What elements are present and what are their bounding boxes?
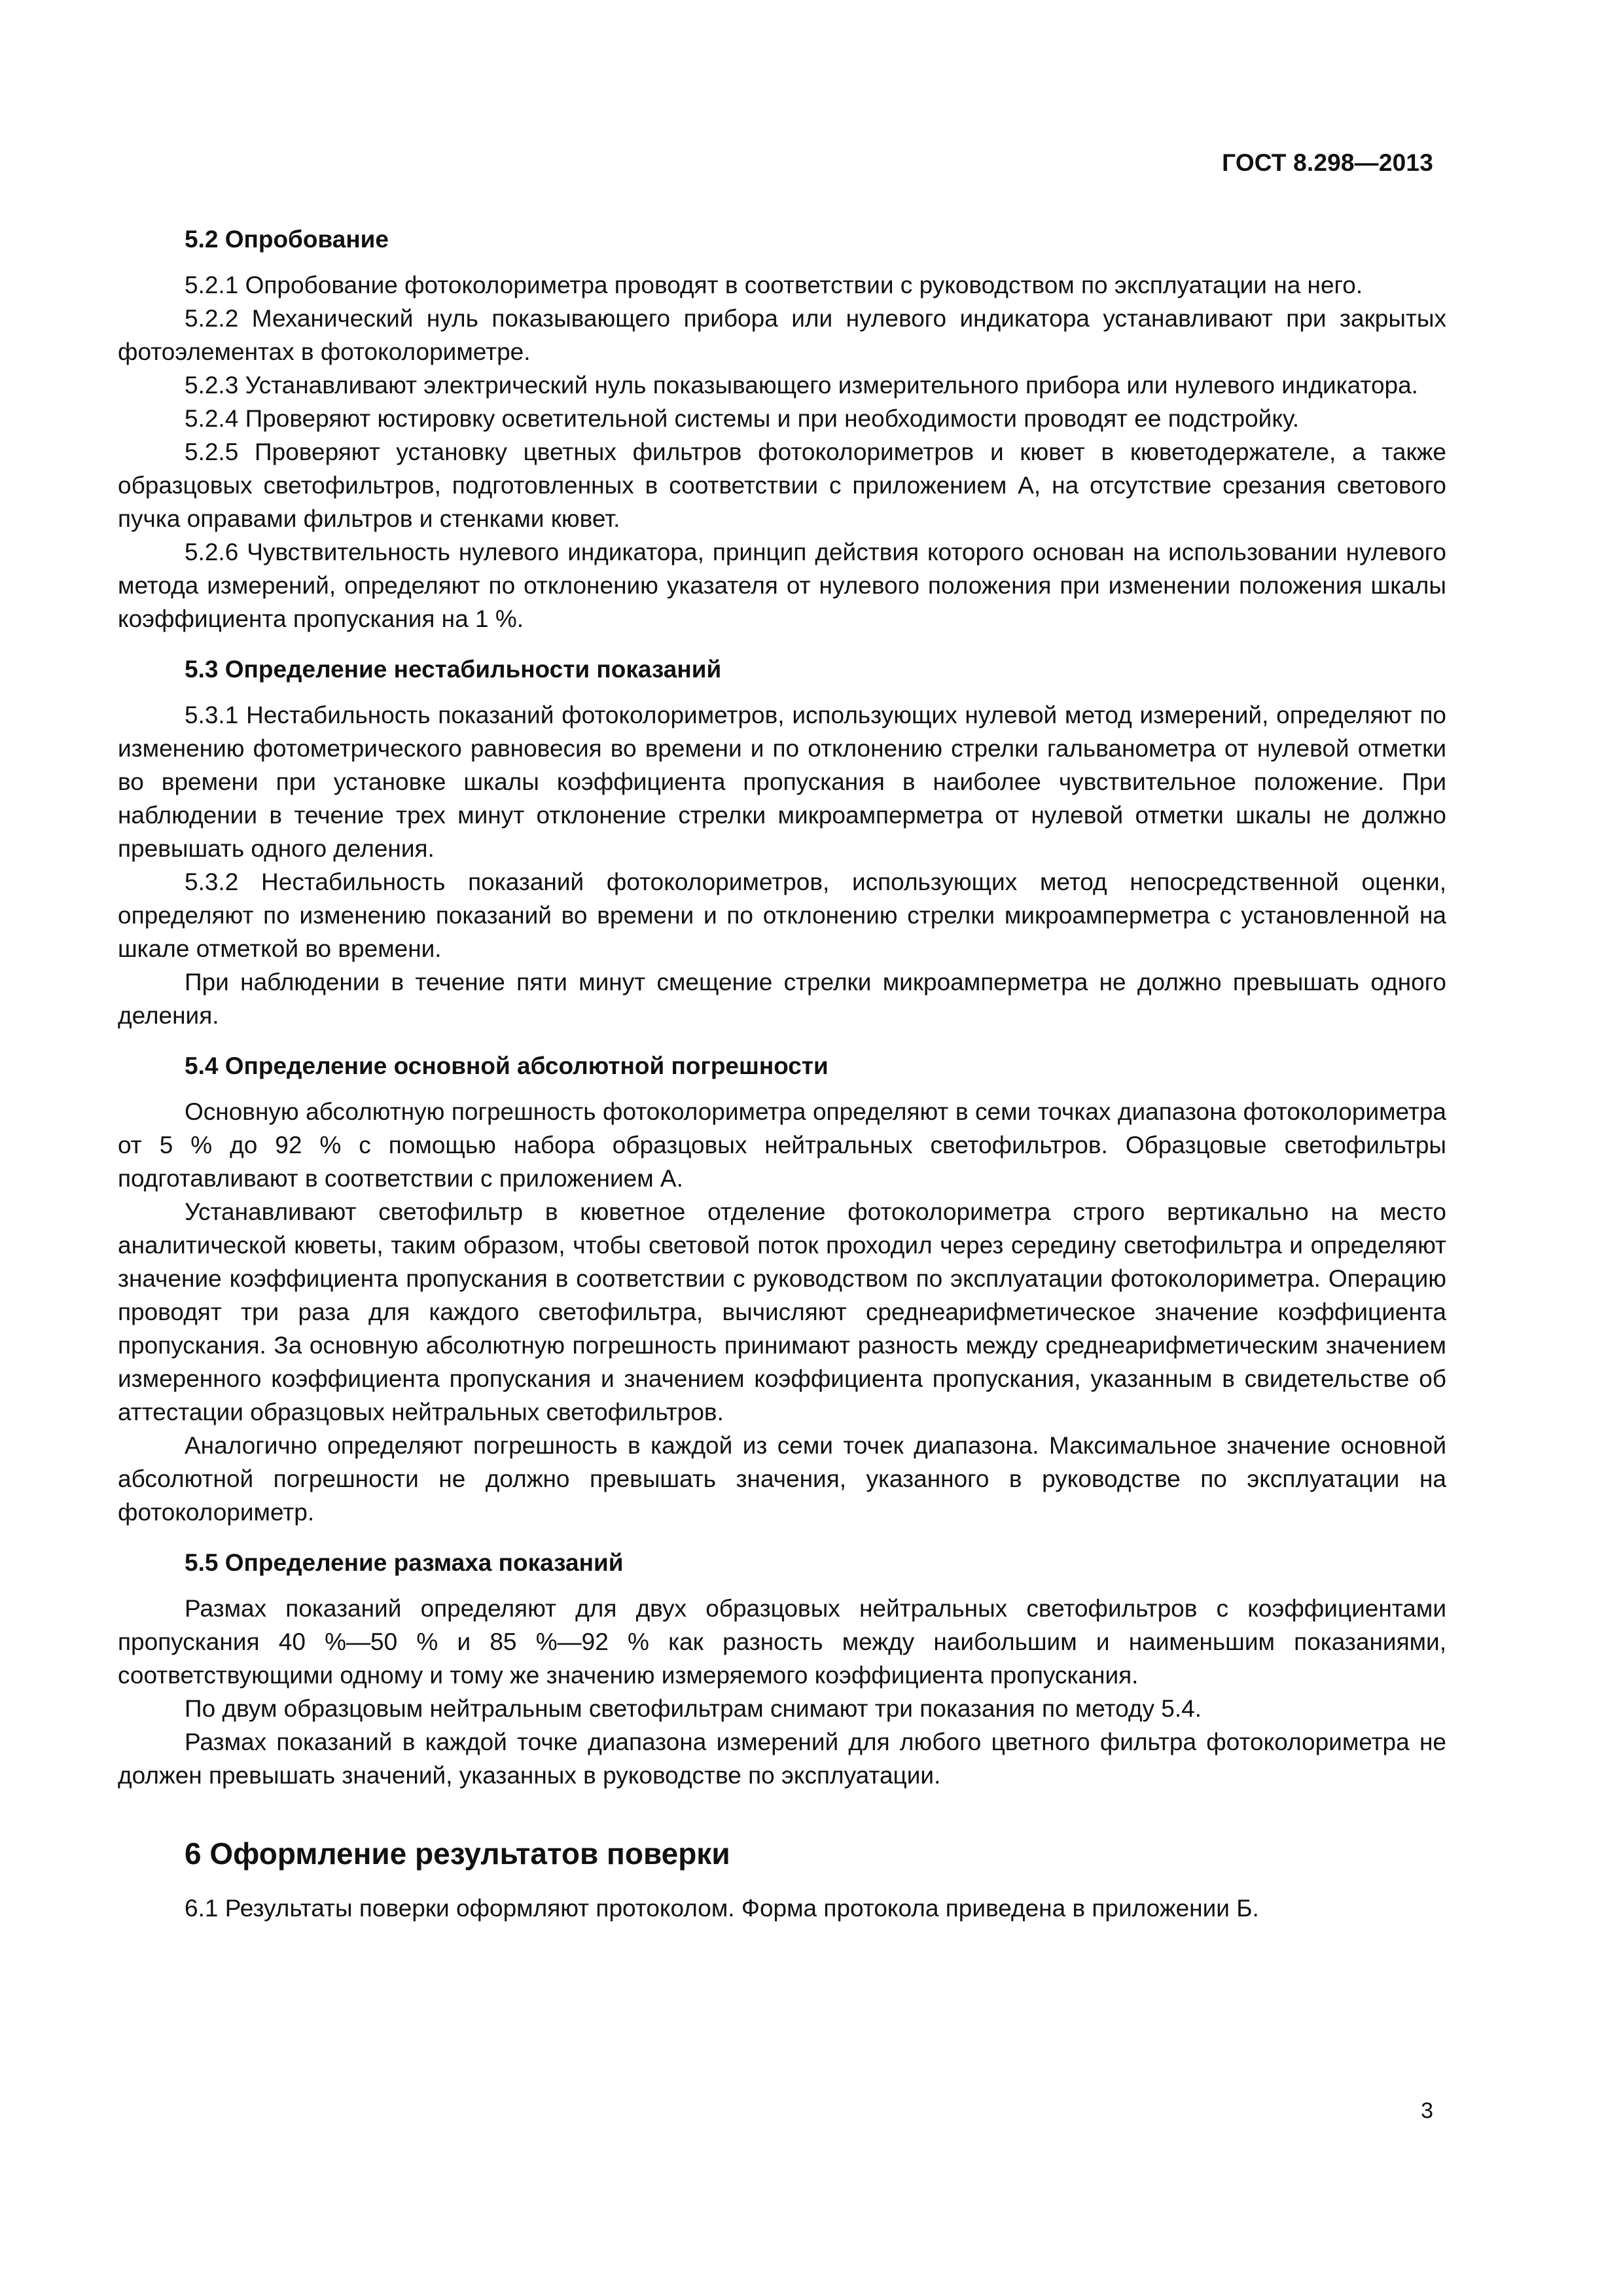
- clause-5-4-para-2: Устанавливают светофильтр в кюветное отделение фотоколориметра строго вертикально на место аналитической кюветы, таким образом, чтобы световой поток проходил через середину светофильтра и определяют значение коэффициента пропускания в соответствии с руководством по эксплуатации фотоколориметра. Операцию проводят три раза для каждого светофильтра, вычисляют среднеарифметическое значение коэффициента пропускания. За основную абсолютную погрешность принимают разность между среднеарифметическим значением измеренного коэффициента пропускания и значением коэффициента пропускания, указанным в свидетельстве об аттестации образцовых нейтральных светофильтров.: [118, 1198, 1446, 1426]
- standard-number: ГОСТ 8.298—2013: [1222, 149, 1433, 176]
- section-6-title: 6 Оформление результатов поверки: [185, 1837, 730, 1871]
- clause-5-3-1: 5.3.1 Нестабильность показаний фотоколориметров, использующих нулевой метод измерений, определяют по изменению фотометрического равновесия во времени и по отклонению стрелки гальванометра от нулевой отметки во времени при установке шкалы коэффициента пропускания в наиболее чувствительное положение. При наблюдении в течение трех минут отклонение стрелки микроамперметра от нулевой отметки шкалы не должно превышать одного деления.: [118, 702, 1446, 862]
- section-5-3-title: 5.3 Определение нестабильности показаний: [185, 656, 722, 683]
- clause-5-3-2-note: При наблюдении в течение пяти минут смещение стрелки микроамперметра не должно превышать одного деления.: [118, 969, 1446, 1029]
- clause-6-1: 6.1 Результаты поверки оформляют протоколом. Форма протокола приведена в приложении Б.: [185, 1895, 1259, 1922]
- clause-5-2-5: 5.2.5 Проверяют установку цветных фильтров фотоколориметров и кювет в кюветодержателе, а также образцовых светофильтров, подготовленных в соответствии с приложением А, на отсутствие срезания светового пучка оправами фильтров и стенками кювет.: [118, 439, 1446, 532]
- section-5-2-title: 5.2 Опробование: [185, 226, 389, 253]
- section-5-5-title: 5.5 Определение размаха показаний: [185, 1549, 624, 1576]
- clause-5-2-2: 5.2.2 Механический нуль показывающего прибора или нулевого индикатора устанавливают при закрытых фотоэлементах в фотоколориметре.: [118, 305, 1446, 365]
- section-5-5: [118, 1546, 1446, 1792]
- page-number: 3: [1421, 2098, 1433, 2123]
- clause-5-2-4: 5.2.4 Проверяют юстировку осветительной системы и при необходимости проводят ее подстройку.: [185, 405, 1300, 432]
- clause-5-3-2: 5.3.2 Нестабильность показаний фотоколориметров, использующих метод непосредственной оценки, определяют по изменению показаний во времени и по отклонению стрелки микроамперметра с установленной на шкале отметкой во времени.: [118, 869, 1446, 962]
- clause-5-5-para-3: Размах показаний в каждой точке диапазона измерений для любого цветного фильтра фотоколориметра не должен превышать значений, указанных в руководстве по эксплуатации.: [118, 1729, 1446, 1789]
- section-6: [118, 1834, 1446, 1925]
- section-5-2: [118, 223, 1446, 636]
- clause-5-4-para-1: Основную абсолютную погрешность фотоколориметра определяют в семи точках диапазона фотоколориметра от 5 % до 92 % с помощью набора образцовых нейтральных светофильтров. Образцовые светофильтры подготавливают в соответствии с приложением А.: [118, 1098, 1446, 1192]
- clause-5-5-para-1: Размах показаний определяют для двух образцовых нейтральных светофильтров с коэффициентами пропускания 40 %—50 % и 85 %—92 % как разность между наибольшим и наименьшим показаниями, соответствующими одному и тому же значению измеряемого коэффициента пропускания.: [118, 1595, 1446, 1689]
- section-5-3: [118, 653, 1446, 1032]
- clause-5-2-1: 5.2.1 Опробование фотоколориметра проводят в соответствии с руководством по эксплуатации на него.: [185, 272, 1363, 298]
- clause-5-5-para-2: По двум образцовым нейтральным светофильтрам снимают три показания по методу 5.4.: [185, 1695, 1202, 1722]
- section-5-4-title: 5.4 Определение основной абсолютной погрешности: [185, 1052, 829, 1079]
- clause-5-2-6: 5.2.6 Чувствительность нулевого индикатора, принцип действия которого основан на использовании нулевого метода измерений, определяют по отклонению указателя от нулевого положения при изменении положения шкалы коэффициента пропускания на 1 %.: [118, 539, 1446, 632]
- clause-5-2-3: 5.2.3 Устанавливают электрический нуль показывающего измерительного прибора или нулевого индикатора.: [185, 372, 1418, 399]
- document-body: [118, 223, 1446, 1925]
- clause-5-4-para-3: Аналогично определяют погрешность в каждой из семи точек диапазона. Максимальное значение основной абсолютной погрешности не должно превышать значения, указанного в руководстве по эксплуатации на фотоколориметр.: [118, 1432, 1446, 1526]
- section-5-4: [118, 1049, 1446, 1529]
